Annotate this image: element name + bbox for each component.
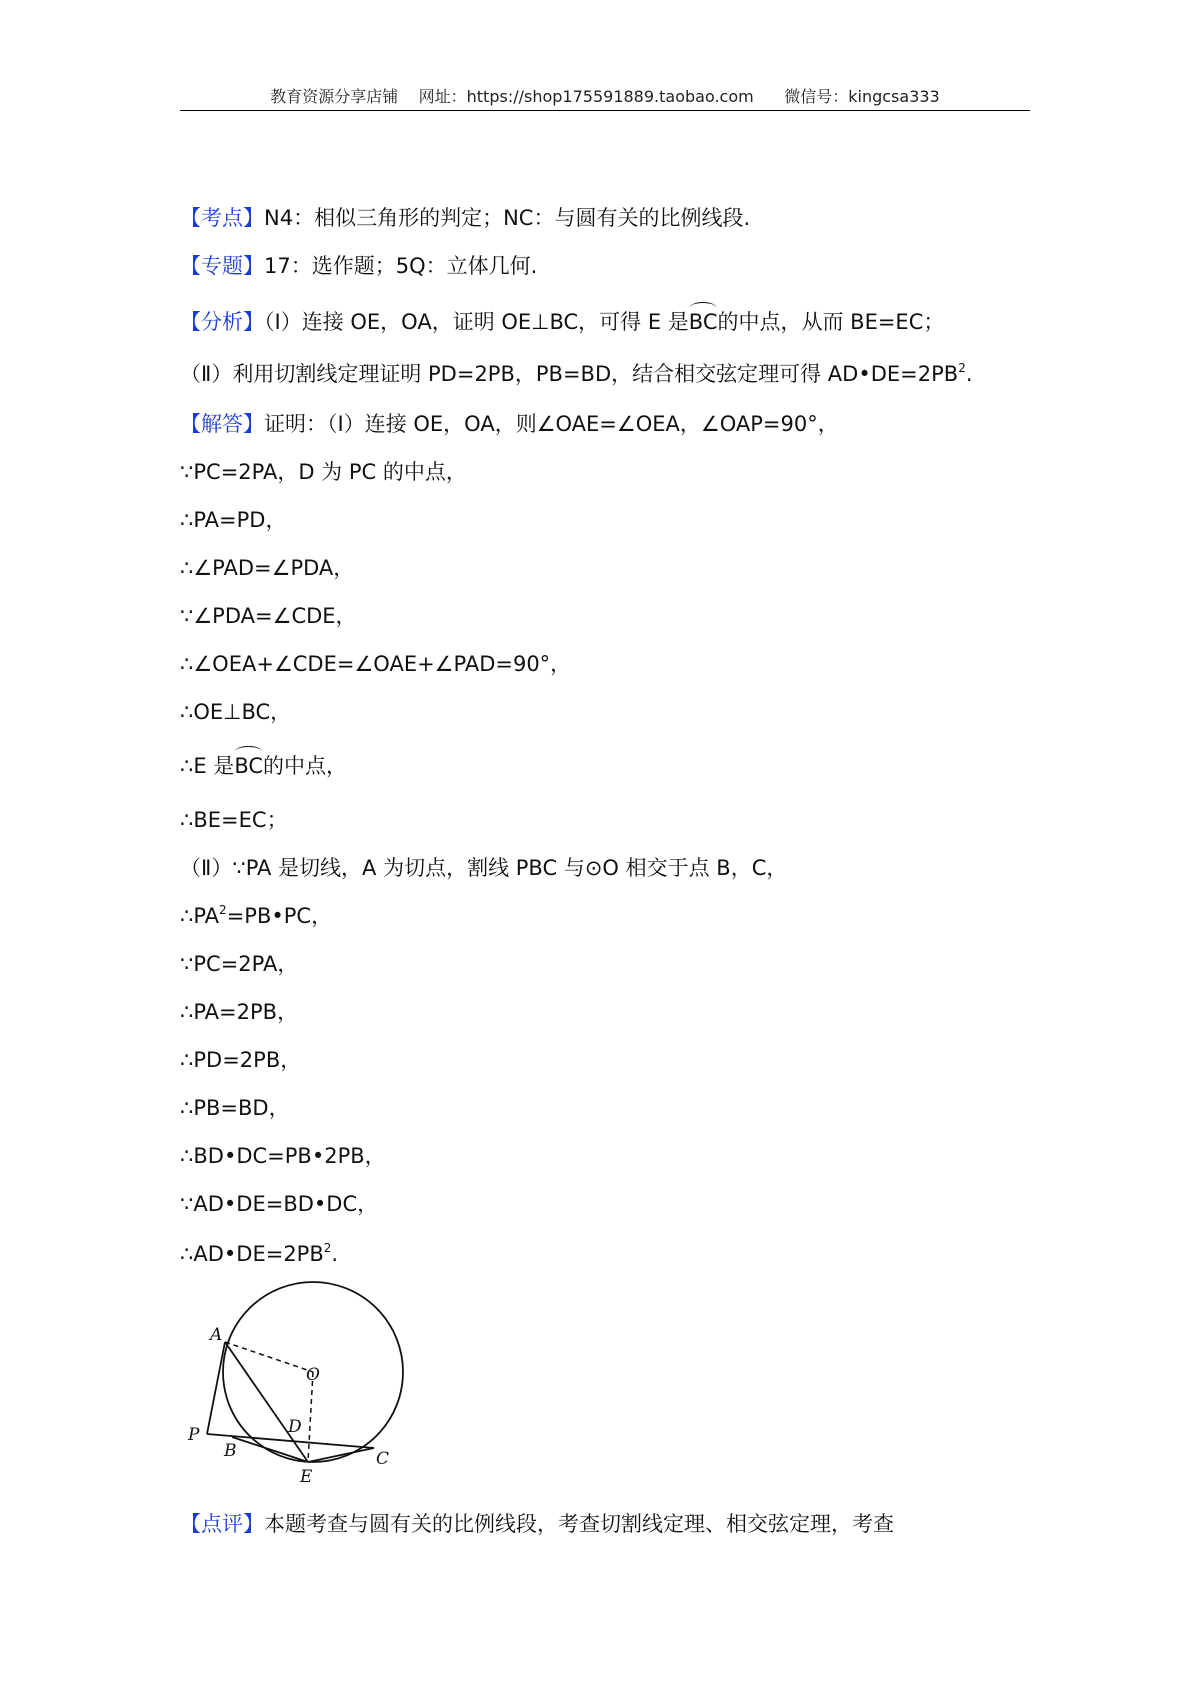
step-13: ∴PD=2PB， bbox=[180, 1048, 302, 1072]
step-11: ∵PC=2PA， bbox=[180, 952, 299, 976]
segment-ec bbox=[308, 1448, 374, 1462]
label-a: A bbox=[210, 1325, 223, 1345]
kaodian-tag: 【考点】 bbox=[180, 206, 264, 230]
step-7-a: ∴E 是 bbox=[180, 754, 235, 778]
jieda-line bbox=[180, 410, 839, 438]
step-15: ∴BD•DC=PB•2PB， bbox=[180, 1144, 386, 1168]
zhuanti-line bbox=[180, 252, 537, 280]
step-16: ∵AD•DE=BD•DC， bbox=[180, 1192, 379, 1216]
step-17-b: . bbox=[331, 1242, 339, 1266]
zhuanti-text: 17：选作题；5Q：立体几何. bbox=[264, 254, 538, 278]
fenxi-sup: 2 bbox=[958, 361, 966, 375]
header-url-label: 网址： bbox=[418, 87, 467, 106]
step-17-sup: 2 bbox=[323, 1241, 332, 1255]
zhuanti-tag: 【专题】 bbox=[180, 254, 264, 278]
fenxi-end: . bbox=[965, 362, 973, 386]
segment-oa-dashed bbox=[225, 1342, 313, 1372]
segment-oe-dashed bbox=[308, 1372, 313, 1462]
geometry-figure bbox=[180, 1280, 420, 1500]
fenxi-text-a: （Ⅰ）连接 OE，OA，证明 OE⊥BC，可得 E 是 bbox=[264, 310, 689, 334]
jieda-text: 证明：（Ⅰ）连接 OE，OA，则∠OAE=∠OEA，∠OAP=90°， bbox=[264, 412, 839, 436]
step-8: ∴BE=EC； bbox=[180, 808, 288, 832]
step-17 bbox=[180, 1240, 338, 1271]
step-7 bbox=[180, 752, 347, 780]
segment-pa bbox=[207, 1342, 225, 1434]
label-o: O bbox=[306, 1365, 320, 1385]
header-url[interactable]: https://shop175591889.taobao.com bbox=[466, 87, 754, 106]
label-e: E bbox=[300, 1467, 313, 1487]
label-c: C bbox=[376, 1449, 390, 1469]
step-12: ∴PA=2PB， bbox=[180, 1000, 299, 1024]
dianping-text: 本题考查与圆有关的比例线段，考查切割线定理、相交弦定理，考查 bbox=[264, 1512, 894, 1536]
dianping-tag: 【点评】 bbox=[180, 1512, 264, 1536]
step-10 bbox=[180, 902, 332, 933]
segment-ae bbox=[225, 1342, 308, 1462]
step-2: ∴PA=PD， bbox=[180, 508, 287, 532]
step-9: （Ⅱ）∵PA 是切线，A 为切点，割线 PBC 与⊙O 相交于点 B，C， bbox=[180, 856, 788, 880]
header-wechat: kingcsa333 bbox=[848, 87, 940, 106]
arc-bc-2: BC bbox=[234, 754, 264, 778]
fenxi-text-2: （Ⅱ）利用切割线定理证明 PD=2PB，PB=BD，结合相交弦定理可得 AD•DE=2PB bbox=[180, 362, 959, 386]
fenxi-line-1 bbox=[180, 308, 944, 336]
step-7-b: 的中点， bbox=[263, 754, 348, 778]
step-10-b: =PB•PC， bbox=[226, 904, 333, 928]
header-shop: 教育资源分享店铺 bbox=[270, 87, 399, 106]
step-17-a: ∴AD•DE=2PB bbox=[180, 1242, 324, 1266]
step-5: ∴∠OEA+∠CDE=∠OAE+∠PAD=90°， bbox=[180, 652, 572, 676]
step-6: ∴OE⊥BC， bbox=[180, 700, 292, 724]
kaodian-line bbox=[180, 204, 750, 232]
arc-bc: BC bbox=[688, 310, 718, 334]
step-10-a: ∴PA bbox=[180, 904, 220, 928]
jieda-tag: 【解答】 bbox=[180, 412, 264, 436]
step-3: ∴∠PAD=∠PDA， bbox=[180, 556, 355, 580]
header-divider bbox=[180, 110, 1030, 111]
fenxi-tag: 【分析】 bbox=[180, 310, 264, 334]
header-wechat-label: 微信号： bbox=[784, 87, 849, 106]
fenxi-text-b: 的中点，从而 BE=EC； bbox=[717, 310, 945, 334]
step-14: ∴PB=BD， bbox=[180, 1096, 290, 1120]
page-header bbox=[180, 84, 1030, 107]
kaodian-text: N4：相似三角形的判定；NC：与圆有关的比例线段. bbox=[264, 206, 751, 230]
label-d: D bbox=[288, 1417, 302, 1437]
step-4: ∵∠PDA=∠CDE， bbox=[180, 604, 357, 628]
fenxi-line-2 bbox=[180, 360, 973, 391]
label-b: B bbox=[224, 1441, 237, 1461]
dianping-line bbox=[180, 1510, 894, 1538]
step-10-sup: 2 bbox=[219, 903, 227, 917]
label-p: P bbox=[188, 1425, 200, 1445]
step-1: ∵PC=2PA，D 为 PC 的中点， bbox=[180, 460, 467, 484]
